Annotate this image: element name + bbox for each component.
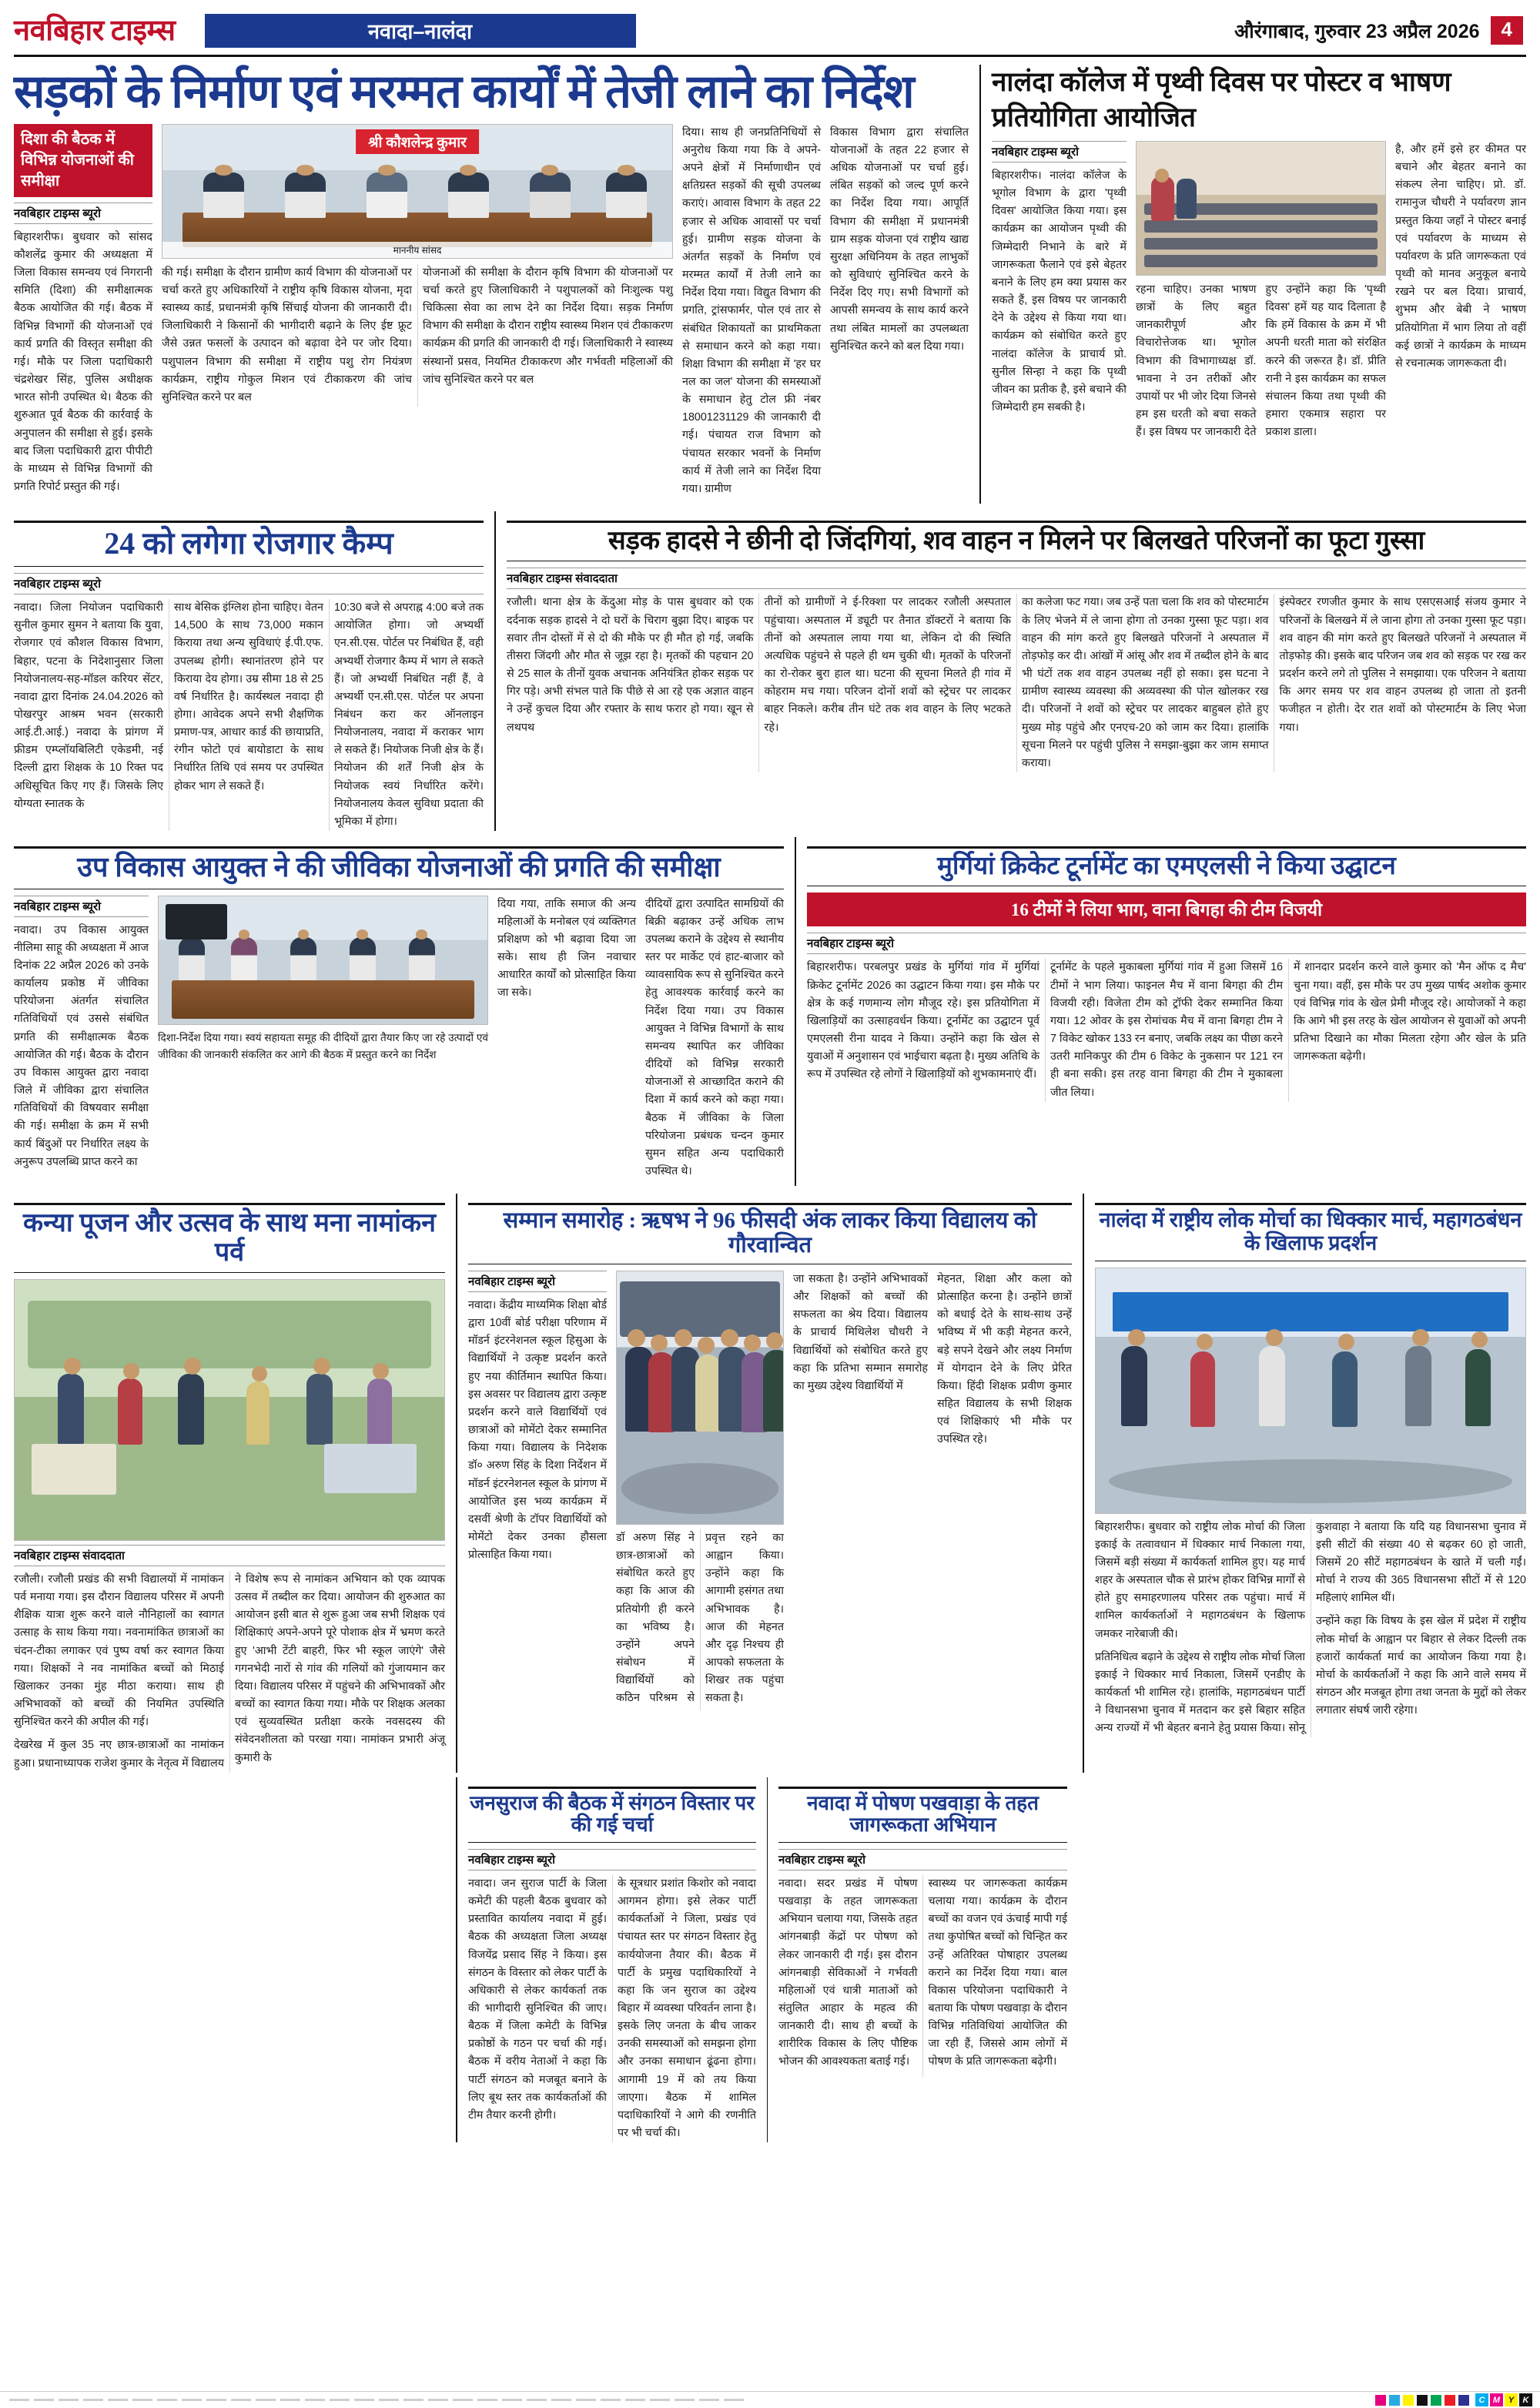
lok-morcha-para-2: प्रतिनिधित्व बढ़ाने के उद्देश्य से राष्ट्रीय लोक मोर्चा जिला इकाई ने धिक्कार मार्च निकाला, जिसमें एनडीए के कार्यकर्ता भी शामिल रहे। हालांकि, महागठबंधन पार्टी ने विधानसभा चुनाव में मतदान कर इसे बिहार सहित अन्य राज्यों में भी बेहतर बनाने हेतु प्रयास किया। सोनू कुशवाहा ने बताया कि यदि यह विधानसभा चुनाव में इसी सीटों की संख्या 40 से बढ़कर 60 हो जाती, जिसमें 20 सीटें महागठबंधन के खाते में चली गईं। मोर्चा ने राज्य की 365 विधानसभा सीटों में से 120 महिलाएं शामिल थीं।	[1095, 1520, 1526, 1735]
rozgar-para-1: नवादा। जिला नियोजन पदाधिकारी सुनील कुमार सुमन ने बताया कि युवा, रोजगार एवं कौशल विकास विभाग, बिहार, पटना के निदेशानुसार जिला नियोजनालय-सह-मॉडल करियर सेंटर, नवादा द्वारा दिनांक 24.04.2026 को पोखरपुर आश्रम भवन (सरकारी आई.टी.आई.) नवादा के प्रांगण में फ्रीडम एम्प्लॉयबिलिटी एकेडमी, नई दिल्ली द्वारा शिक्षक के 10 रिक्त पद अधिसूचित किए गए हैं। जिसके लिए योग्यता स्नातक के	[14, 601, 163, 810]
row-five-right-spacer	[1078, 1777, 1526, 2143]
rozgar-section-header	[14, 521, 484, 567]
sadak-para-1: रजौली। थाना क्षेत्र के केंदुआ मोड़ के पास बुधवार को एक दर्दनाक सड़क हादसे ने दो घरों के चिराग बुझा दिए। बाइक पर सवार तीन दोस्तों में से दो की मौके पर ही मौत हो गई, जबकि तीसरा जिंदगी और मौत से जूझ रहा है। मृतकों की पहचान 20 से 25 साल के तीनों युवक अचानक अनियंत्रित होकर सड़क पर गिर पड़े। अभी संभल पाते कि पीछे से आ रहे एक अज्ञात वाहन ने उन्हें कुचल दिया और रफ्तार के साथ फरार हो गया। खून से लथपथ	[507, 596, 754, 734]
lead-photo	[162, 124, 673, 259]
samman-photo	[616, 1271, 784, 1525]
lead-headline: सड़कों के निर्माण एवं मरम्मत कार्यों में तेजी लाने का निर्देश	[14, 66, 914, 117]
cricket-headline: मुर्गियां क्रिकेट टूर्नामेंट का एमएलसी ने किया उद्घाटन	[937, 852, 1396, 881]
poshan-para-2: स्वास्थ्य पर जागरूकता कार्यक्रम चलाया गया। कार्यक्रम के दौरान बच्चों का वजन एवं ऊंचाई मापी गई तथा कुपोषित बच्चों को चिन्हित कर उन्हें अतिरिक्त पोषाहार उपलब्ध कराने का निर्देश दिया गया। बाल विकास परियोजना पदाधिकारी ने बताया कि पोषण पखवाड़ा के दौरान विभिन्न गतिविधियां आयोजित की जा रही हैं, जिससे आम लोगों में पोषण के प्रति जागरूकता बढ़ेगी।	[928, 1877, 1067, 2068]
sadak-para-3: का कलेजा फट गया। जब उन्हें पता चला कि शव को पोस्टमार्टम के लिए भेजने में ले जाना होगा तो उनका गुस्सा फूट पड़ा। शव वाहन की मांग करते हुए बिलखते परिजनों ने अस्पताल में तोड़फोड़ कर दी। आंखों में आंसू और शव में तब्दील होने के बाद भी घंटों तक शव वाहन उपलब्ध नहीं हो सका। इस घटना ने ग्रामीण स्वास्थ्य व्यवस्था की अव्यवस्था की पोल खोलकर रख दी। परिजनों ने शवों को स्ट्रेचर पर लादकर बाहुबल होते हुए मुख्य मोड़ पहुंचे और एनएच-20 को जाम कर दिया। हालांकि सूचना मिलने पर पहुंची पुलिस ने समझा-बुझा कर जाम समाप्त कराया।	[1022, 596, 1269, 769]
lead-para-1: बिहारशरीफ। बुधवार को सांसद कौशलेंद्र कुमार की अध्यक्षता में जिला विकास समन्वय एवं निगरानी समिति (दिशा) की समीक्षात्मक बैठक आयोजित की गई। बैठक में विभिन्न विभागों की योजनाओं एवं कार्य प्रगति की विस्तृत समीक्षा की गई। मौके पर जिला पदाधिकारी चंद्रशेखर सिंह, पुलिस अधीक्षक भारत सोनी उपस्थित थे। बैठक की शुरुआत पूर्व बैठक की कार्रवाई के अनुपालन की समीक्षा से हुई। इसके बाद जिला पदाधिकारी द्वारा पीपीटी के माध्यम से विभिन्न विभागों की प्रगति रिपोर्ट प्रस्तुत की गई।	[14, 230, 152, 493]
jeevika-headline: उप विकास आयुक्त ने की जीविका योजनाओं की प्रगति की समीक्षा	[77, 852, 721, 883]
cricket-para-1: बिहारशरीफ। परबलपुर प्रखंड के मुर्गियां गांव में मुर्गियां क्रिकेट टूर्नामेंट 2026 का उद्घाटन किया गया। इस मौके पर क्षेत्र के कई गणमान्य लोग मौजूद रहे। इस प्रतियोगिता में खिलाड़ियों का उत्साहवर्धन किया। टूर्नामेंट का उद्घाटन पूर्व एमएलसी रीना यादव ने किया। उन्होंने कहा कि खेल से युवाओं में अनुशासन एवं भाईचारा बढ़ता है। मुख्य अतिथि के रूप में उपस्थित रहे लोगों ने खिलाड़ियों को शुभकामनाएं दीं।	[807, 961, 1040, 1081]
samman-para-4: मेहनत, शिक्षा और कला को प्रोत्साहित करना है। उन्होंने छात्रों को बधाई देते के साथ-साथ उन्हें भविष्य में भी कड़ी मेहनत करने, बड़े सपने देखने और लक्ष्य निर्माण में योगदान देने के लिए प्रेरित किया। हिंदी शिक्षक प्रवीण कुमार सहित विद्यालय के सभी शिक्षक एवं शिक्षिकाएं भी मौके पर उपस्थित रहे।	[937, 1272, 1072, 1446]
lead-para-2: की गई। समीक्षा के दौरान ग्रामीण कार्य विभाग की योजनाओं पर चर्चा करते हुए अधिकारियों ने राष्ट्रीय कृषि विकास योजना, मृदा स्वास्थ्य कार्ड, प्रधानमंत्री कृषि सिंचाई योजना की जानकारी दी। जिलाधिकारी ने किसानों की भागीदारी बढ़ाने के लिए ईष्ट फ्रूट जैसे उन्नत फसलों के उत्पादन को बढ़ावा देने पर जोर दिया। पशुपालन विभाग की समीक्षा में राष्ट्रीय पशु रोग नियंत्रण कार्यक्रम, राष्ट्रीय गोकुल मिशन एवं टीकाकरण की जांच सुनिश्चित करने पर बल	[162, 266, 412, 404]
page-number: 4	[1491, 16, 1523, 45]
kanya-headline: कन्या पूजन और उत्सव के साथ मना नामांकन पर्व	[23, 1209, 436, 1267]
poshan-byline: नवबिहार टाइम्स ब्यूरो	[778, 1849, 1067, 1870]
nalanda-headline: नालंदा कॉलेज में पृथ्वी दिवस पर पोस्टर व भाषण प्रतियोगिता आयोजित	[992, 67, 1451, 132]
cmyk-m: M	[1490, 2393, 1503, 2406]
color-swatches	[1375, 2395, 1475, 2406]
sadak-para-4: इंस्पेक्टर रणजीत कुमार के साथ एसएसआई संजय कुमार ने परिजनों के बिलखने में ले जाना होगा तो उनका गुस्सा फूट पड़ा। शव वाहन की मांग करते हुए बिलखते परिजनों ने अस्पताल में तोड़फोड़ की। इसके बाद परिजन जब शव को सड़क पर रख कर प्रदर्शन करने लगे तो पुलिस ने समझाया। एक परिजन ने बताया कि अगर समय पर शव वाहन उपलब्ध हो जाता तो इतनी फजीहत न होती। देर रात शवों को पोस्टमार्टम के लिए भेजा गया।	[1279, 596, 1526, 734]
kanya-section-header	[14, 1203, 445, 1273]
jeevika-section-header	[14, 846, 784, 889]
sadak-byline: नवबिहार टाइम्स संवाददाता	[507, 568, 1526, 589]
lead-photo-banner: श्री कौशलेन्द्र कुमार	[356, 129, 479, 154]
jeevika-para-2: दिया गया, ताकि समाज की अन्य महिलाओं के मनोबल एवं व्यक्तिगत प्रशिक्षण को भी बढ़ावा दिया जा सके। साथ ही जिन नवाचार आधारित कार्यों को प्रोत्साहित किया जा सके।	[497, 897, 636, 1000]
row-five	[14, 1777, 1526, 2143]
samman-story	[456, 1194, 1072, 1773]
jeevika-photo-caption: दिशा-निर्देश दिया गया। स्वयं सहायता समूह की दीदियों द्वारा तैयार किए जा रहे उत्पादों एवं जीविका की जानकारी संकलित कर आगे की बैठक में प्रस्तुत करने का निर्देश	[158, 1031, 488, 1060]
cricket-para-2: टूर्नामेंट के पहले मुकाबला मुर्गियां गांव में हुआ जिसमें 16 टीमों ने भाग लिया। फाइनल मैच में वाना बिगहा की टीम विजयी रही। विजेता टीम को ट्रॉफी देकर सम्मानित किया गया। 12 ओवर के इस रोमांचक मैच में वाना बिगहा टीम ने 7 विकेट खोकर 133 रन बनाए, जबकि लक्ष्य का पीछा करने उतरी मानिकपुर की टीम 6 विकेट के नुकसान पर 121 रन ही बना सकी। इस तरह वाना बिगहा की टीम ने मुकाबला जीत लिया।	[1050, 961, 1283, 1099]
nalanda-para-2: रहना चाहिए। उनका भाषण छात्रों के लिए बहुत जानकारीपूर्ण और विचारोत्तेजक था। भूगोल विभाग की विभागाध्यक्ष डॉ. भावना ने उन तरीकों और उपायों पर भी जोर दिया जिनसे हम इस धरती को बचा सकते हैं। इस विषय पर जानकारी देते हुए उन्होंने कहा कि 'पृथ्वी दिवस' हमें यह याद दिलाता है कि हमें विकास के क्रम में भी अपनी धरती माता को संरक्षित करने की जरूरत है। डॉ. प्रीति रानी ने इस कार्यक्रम का सफल संचालन किया तथा पृथ्वी की हमारा एकमात्र सहारा पर प्रकाश डाला।	[1136, 283, 1386, 439]
row-four	[14, 1194, 1526, 1773]
jansuraj-para-1: नवादा। जन सुराज पार्टी के जिला कमेटी की पहली बैठक बुधवार को प्रस्तावित कार्यालय नवादा में हुई। बैठक की अध्यक्षता जिला अध्यक्ष विजयेंद्र प्रसाद सिंह ने किया। इस संगठन के विस्तार को लेकर पार्टी के अधिकारी से लेकर कार्यकर्ता तक की भागीदारी सुनिश्चित की जाए। बैठक में जिला कमेटी के विभिन्न प्रकोष्ठों के गठन पर चर्चा की गई। बैठक में वरीय नेताओं ने कहा कि पार्टी संगठन को मजबूत बनाने के लिए बूथ स्तर तक कार्यकर्ताओं की टीम तैयार करनी होगी।	[468, 1877, 607, 2122]
jeevika-byline: नवबिहार टाइम्स ब्यूरो	[14, 896, 149, 917]
jeevika-para-3: दीदियों द्वारा उत्पादित सामग्रियों की बिक्री बढ़ाकर उन्हें अधिक लाभ उपलब्ध कराने के उद्देश्य से स्थानीय स्तर पर मार्केट एवं हाट-बाजार को व्यावसायिक रूप से सुनिश्चित करने हेतु आवश्यक कार्रवाई करने का निर्देश दिया गया। उप विकास आयुक्त ने विभिन्न विभागों के साथ समन्वय स्थापित कर जीविका दीदियों को विभिन्न सरकारी योजनाओं से आच्छादित कराने की दिशा में कार्य करने को कहा गया। बैठक में जीविका के जिला परियोजना प्रबंधक चन्दन कुमार सुमन सहित अन्य पदाधिकारी उपस्थित थे।	[645, 897, 784, 1178]
masthead-right	[636, 11, 1526, 50]
cricket-para-3: में शानदार प्रदर्शन करने वाले कुमार को 'मैन ऑफ द मैच' चुना गया। वहीं, इस मौके पर उप मुख्य पार्षद अशोक कुमार एवं विभिन्न गांव के खेल प्रेमी मौजूद रहे। आयोजकों ने कहा कि आगे भी इस तरह के खेल आयोजन से युवाओं को अपनी प्रतिभा दिखाने का मौका मिलता रहेगा और खेल के प्रति जागरूकता बढ़ेगी।	[1294, 961, 1526, 1063]
nalanda-para-1: बिहारशरीफ। नालंदा कॉलेज के भूगोल विभाग के द्वारा 'पृथ्वी दिवस' आयोजित किया गया। इस कार्यक्रम का आयोजन पृथ्वी की जिम्मेदारी निभाने के बारे में जागरूकता फैलाने एवं इसे बेहतर बनाने के लिए हम क्या प्रयास कर सकते हैं, इस विषय पर जानकारी देने के उद्देश्य से किया गया था। कार्यक्रम को संबोधित करते हुए नालंदा कॉलेज के प्राचार्य प्रो. सुनील सिन्हा ने कहा कि पृथ्वी जीवन का प्रतीक है, इसे बचाने की जिम्मेदारी हम सबकी है।	[992, 169, 1127, 414]
rozgar-story	[14, 511, 484, 831]
rozgar-para-3: 10:30 बजे से अपराह्न 4:00 बजे तक आयोजित होगा। जो अभ्यर्थी एन.सी.एस. पोर्टल पर निबंधित हैं, वही अभ्यर्थी रोजगार कैम्प में भाग ले सकते हैं। जो अभ्यर्थी निबंधित नहीं हैं, वे अभ्यर्थी एन.सी.एस. पोर्टल पर अपना निबंधन करा कर ऑनलाइन नियोजनालय, नवादा में कराकर भाग ले सकते हैं। नियोजक निजी क्षेत्र के हैं। नियोजन की शर्तें निजी क्षेत्र के नियोजक स्वयं निर्धारित करेंगे। नियोजनालय केवल सुविधा प्रदाता की भूमिका में होगा।	[334, 601, 484, 828]
lok-morcha-para-3: उन्होंने कहा कि विषय के इस खेल में प्रदेश में राष्ट्रीय लोक मोर्चा के आह्वान पर बिहार से लेकर दिल्ली तक हजारों कार्यकर्ता मार्च का आयोजन किया गया है। मोर्चा के कार्यकर्ताओं ने कहा कि आने वाले समय में संगठन और मजबूत होगा तथा जनता के मुद्दों को लेकर लगातार संघर्ष जारी रहेगा।	[1316, 1615, 1526, 1717]
jeevika-story	[14, 837, 784, 1186]
rozgar-byline: नवबिहार टाइम्स ब्यूरो	[14, 573, 484, 594]
samman-headline: सम्मान समारोह : ऋषभ ने 96 फीसदी अंक लाकर किया विद्यालय को गौरवान्वित	[503, 1208, 1037, 1258]
row-five-spacer	[14, 1777, 445, 2143]
rozgar-para-2: साथ बेसिक इंग्लिश होना चाहिए। वेतन 14,500 के साथ 73,000 मकान किराया तथा अन्य सुविधाएं ई.पी.एफ. उपलब्ध होगी। स्थानांतरण होने पर किराया देय होगा। उम्र सीमा 18 से 25 वर्ष निर्धारित है। कार्यस्थल नवादा ही होगा। आवेदक अपने सभी शैक्षणिक प्रमाण-पत्र, आधार कार्ड की छायाप्रति, रंगीन फोटो एवं बायोडाटा के साथ निर्धारित तिथि एवं समय पर उपस्थित होकर भाग ले सकते हैं।	[174, 601, 323, 792]
samman-para-3: जा सकता है। उन्होंने अभिभावकों और शिक्षकों को बच्चों की सफलता का श्रेय दिया। विद्यालय के प्राचार्य मिथिलेश चौधरी ने विद्यार्थियों को संबोधित करते हुए कहा कि प्रतिभा सम्मान समारोह का मुख्य उद्देश्य विद्यार्थियों में	[793, 1272, 928, 1392]
masthead-logo-text: नवबिहार टाइम्स	[14, 14, 176, 47]
lead-byline: नवबिहार टाइम्स ब्यूरो	[14, 203, 152, 224]
jansuraj-byline: नवबिहार टाइम्स ब्यूरो	[468, 1849, 756, 1870]
poshan-section-header	[778, 1787, 1067, 1843]
jansuraj-para-2: के सूत्रधार प्रशांत किशोर को नवादा आगमन होगा। इसे लेकर पार्टी कार्यकर्ताओं ने जिला, प्रखंड एवं पंचायत स्तर पर संगठन विस्तार हेतु कार्ययोजना तैयार की। बैठक में पार्टी के प्रमुख पदाधिकारियों ने कहा कि जन सुराज का उद्देश्य बिहार में व्यवस्था परिवर्तन लाना है। इसके लिए जनता के बीच जाकर उनकी समस्याओं को समझना होगा और उनका समाधान ढूंढना होगा। आगामी 19 में को तय किया जाएगा। बैठक में शामिल पदाधिकारियों ने आगे की रणनीति पर भी चर्चा की।	[618, 1877, 756, 2140]
row-two	[14, 511, 1526, 831]
cmyk-y: Y	[1505, 2393, 1518, 2406]
poshan-story	[767, 1777, 1067, 2143]
rozgar-headline: 24 को लगेगा रोजगार कैम्प	[104, 526, 393, 561]
lok-morcha-para-1: बिहारशरीफ। बुधवार को राष्ट्रीय लोक मोर्चा की जिला इकाई के तत्वावधान में धिक्कार मार्च निकाला गया, जिसमें बड़ी संख्या में कार्यकर्ता शामिल हुए। यह मार्च शहर के अस्पताल चौक से प्रारंभ होकर विभिन्न मार्गों से होते हुए समाहरणालय परिसर तक पहुंचा। मार्च में शामिल कार्यकर्ताओं ने महागठबंधन के खिलाफ जमकर नारेबाजी की।	[1095, 1520, 1305, 1640]
lead-para-4: दिया। साथ ही जनप्रतिनिधियों से अनुरोध किया गया कि वे अपने-अपने क्षेत्रों में निर्माणाधीन एवं क्षतिग्रस्त सड़कों की सूची उपलब्ध कराएं। आवास विभाग के तहत 22 हजार से अधिक आवासों पर चर्चा हुई। ग्रामीण सड़क योजना के अंतर्गत सड़कों के निर्माण एवं मरम्मत कार्यों में तेजी लाने का निर्देश दिया गया। विद्युत विभाग की प्रगति, ट्रांसफार्मर, पोल एवं तार से संबंधित शिकायतों का प्राथमिकता से समाधान करने को कहा गया। शिक्षा विभाग की समीक्षा में 'हर घर नल का जल' योजना की समस्याओं के समाधान हेतु टोल फ्री नंबर 18001231129 की जानकारी दी गई। पंचायत राज विभाग को पंचायत सरकार भवनों के निर्माण कार्य में तेजी लाने का निर्देश दिया गया। ग्रामीण	[682, 126, 821, 495]
cricket-subbar: 16 टीमों ने लिया भाग, वाना बिगहा की टीम विजयी	[807, 893, 1526, 926]
cmyk-marks	[1475, 2393, 1540, 2406]
cricket-byline: नवबिहार टाइम्स ब्यूरो	[807, 933, 1526, 954]
lead-para-3: योजनाओं की समीक्षा के दौरान कृषि विभाग की योजनाओं पर चर्चा करते हुए जिलाधिकारी ने पशुपालकों को निःशुल्क पशु चिकित्सा सेवा का लाभ देने का निर्देश दिया। सड़क निर्माण विभाग की समीक्षा के दौरान राष्ट्रीय स्वास्थ्य मिशन एवं टीकाकरण कार्यक्रम की प्रगति की जानकारी दी गई। जिलाधिकारी ने स्वास्थ्य संस्थानों प्रसव, नियमित टीकाकरण और गर्भवती महिलाओं की जांच सुनिश्चित करने पर बल	[423, 266, 673, 386]
nalanda-byline: नवबिहार टाइम्स ब्यूरो	[992, 141, 1127, 162]
samman-para-2: डॉ अरुण सिंह ने छात्र-छात्राओं को संबोधित करते हुए कहा कि आज की प्रतियोगी ही करने का भविष्य है। उन्होंने अपने संबोधन में विद्यार्थियों को कठिन परिश्रम से प्रवृत्त रहने का आह्वान किया। उन्होंने कहा कि आगामी हसंगत तथा अभिभावक है। आज की मेहनत और दृढ़ निश्चय ही आपको सफलता के शिखर तक पहुंचा सकता है।	[616, 1531, 784, 1705]
jeevika-para-1: नवादा। उप विकास आयुक्त नीलिमा साहू की अध्यक्षता में आज दिनांक 22 अप्रैल 2026 को उनके कार्यालय प्रकोष्ठ में जीविका परियोजना अंतर्गत संचालित गतिविधियों एवं उससे संबंधित प्रगति की समीक्षात्मक बैठक आयोजित की गई। बैठक के दौरान उप विकास आयुक्त द्वारा नवादा जिले में जीविका द्वारा संचालित गतिविधियों की विषयवार समीक्षा की गई। समीक्षा के क्रम में सभी कार्य बिंदुओं पर निर्धारित लक्ष्य के अनुरूप उपलब्धि प्राप्त करने का	[14, 923, 149, 1168]
poshan-para-1: नवादा। सदर प्रखंड में पोषण पखवाड़ा के तहत जागरूकता अभियान चलाया गया, जिसके तहत आंगनबाड़ी केंद्रों पर पोषण को लेकर जानकारी दी गई। इस दौरान आंगनबाड़ी सेविकाओं ने गर्भवती महिलाओं एवं धात्री माताओं को संतुलित आहार के महत्व की जानकारी दी। साथ ही बच्चों के शारीरिक विकास के लिए पौष्टिक भोजन की आवश्यकता बताई गई।	[778, 1877, 918, 2068]
edition-badge: नवादा–नालंदा	[205, 14, 636, 48]
jansuraj-story	[456, 1777, 756, 2143]
lead-story	[14, 65, 969, 504]
jansuraj-headline: जनसुराज की बैठक में संगठन विस्तार पर की गई चर्चा	[470, 1791, 755, 1837]
jansuraj-section-header	[468, 1787, 756, 1843]
lok-morcha-photo	[1095, 1268, 1526, 1514]
masthead-logo	[14, 11, 189, 50]
sadak-headline: सड़क हादसे ने छीनी दो जिंदगियां, शव वाहन न मिलने पर बिलखते परिजनों का फूटा गुस्सा	[608, 527, 1425, 556]
poshan-headline: नवादा में पोषण पखवाड़ा के तहत जागरूकता अभियान	[807, 1791, 1039, 1837]
lead-photo-caption: माननीय सांसद	[162, 242, 672, 258]
lead-para-5: विकास विभाग द्वारा संचालित योजनाओं के तहत 22 हजार से अधिक योजनाओं पर चर्चा हुई। लंबित सड़कों को जल्द पूर्ण करने का निर्देश दिया गया। आपूर्ति विभाग की समीक्षा में प्रधानमंत्री ग्राम सड़क योजना एवं राष्ट्रीय खाद्य सुरक्षा अधिनियम के तहत लाभुकों को सुविधाएं सुनिश्चित करने के निर्देश दिए गए। सभी विभागों को आपसी समन्वय के साथ कार्य करने तथा लंबित मामलों का उपलब्धता सुनिश्चित करने को बल दिया गया।	[830, 126, 969, 353]
kanya-byline: नवबिहार टाइम्स संवाददाता	[14, 1545, 445, 1566]
samman-para-1: नवादा। केंद्रीय माध्यमिक शिक्षा बोर्ड द्वारा 10वीं बोर्ड परीक्षा परिणाम में मॉडर्न इंटरनेशनल स्कूल हिसुआ के विद्यार्थियों ने उत्कृष्ट प्रदर्शन करते हुए नया कीर्तिमान स्थापित किया। इस अवसर पर विद्यालय द्वारा उत्कृष्ट प्रदर्शन करने वाले विद्यार्थियों एवं छात्राओं को मोमेंटो देकर सम्मानित किया गया। विद्यालय के निदेशक डॉ० अरुण सिंह के दिशा निर्देशन में मॉडर्न इंटरनेशनल स्कूल के प्रांगण में आयोजित इस भव्य कार्यक्रम में दसवीं श्रेणी के टॉपर विद्यार्थियों को मोमेंटो देकर उनका हौसला प्रोत्साहित किया गया।	[468, 1298, 607, 1562]
samman-byline: नवबिहार टाइम्स ब्यूरो	[468, 1271, 607, 1292]
kanya-photo	[14, 1279, 445, 1541]
jeevika-photo	[158, 896, 488, 1025]
cmyk-c: C	[1475, 2393, 1488, 2406]
kanya-story	[14, 1194, 445, 1773]
registration-dashes	[0, 2399, 1375, 2401]
cricket-story	[795, 837, 1526, 1186]
nalanda-photo	[1136, 141, 1386, 276]
sadak-section-header	[507, 521, 1526, 561]
nalanda-college-story	[979, 65, 1526, 504]
kanya-para-2: देखरेख में कुल 35 नए छात्र-छात्राओं का नामांकन हुआ। प्रधानाध्यापक राजेश कुमार के नेतृत्व में विद्यालय ने विशेष रूप से नामांकन अभियान को एक व्यापक उत्सव में तब्दील कर दिया। आयोजन की शुरुआत का आयोजन इसी बात से शुरू हुआ जब सभी शिक्षक एवं शिक्षिकाएं अपने-अपने पूरे पोशाक क्षेत्र में भ्रमण करते हुए 'आभी टेंटी बाहरी, फिर भी स्कूल जाएंगे' जैसे गगनभेदी नारों से गांव की गलियों को गुंजायमान कर दिया। विद्यालय परिसर में पहुंचने की अभिभावकों और बच्चों का स्वागत किया गया। मौके पर शिक्षक अलका एवं सुव्यवस्थित प्रतीक्षा करके नवसदस्य की संवेदनशीलता को परखा गया। नामांकन प्रभारी अंजू कुमारी के	[14, 1572, 445, 1770]
lok-morcha-story	[1083, 1194, 1526, 1773]
lok-morcha-section-header	[1095, 1203, 1526, 1261]
print-registration-strip	[0, 2391, 1540, 2408]
masthead	[14, 11, 1526, 57]
nalanda-para-3: है, और हमें इसे हर कीमत पर बचाने और बेहतर बनाने का संकल्प लेना चाहिए। प्रो. डॉ. रामानुज चौधरी ने पर्यावरण ज्ञान प्रस्तुत किया जहाँ ने पोस्टर बनाई एवं पर्यावरण के माध्यम से पर्यावरण के प्रति जागरूकता एवं पृथ्वी को मानव अनुकूल बनाये रखने पर बल दिया। प्राचार्य, शुभम और बेबी ने भाषण प्रतियोगिता में भाग लिया तो वहीं कई छात्रों ने कार्यक्रम के माध्यम से रचनात्मक जागरूकता दी।	[1395, 143, 1526, 370]
cricket-section-header	[807, 846, 1526, 886]
samman-section-header	[468, 1203, 1072, 1264]
sadak-para-2: तीनों को ग्रामीणों ने ई-रिक्शा पर लादकर रजौली अस्पताल पहुंचाया। अस्पताल में ड्यूटी पर तैनात डॉक्टरों ने बताया कि तीनों को अस्पताल लाया गया था, लेकिन दो की स्थिति अत्यधिक पहुंचने से पहले ही थम चुकी थी। मृतकों के परिजनों का रो-रोकर बुरा हाल था। घटना की सूचना मिलते ही गांव में कोहराम मच गया। परिजन दोनों शवों को स्ट्रेचर पर लादकर बाहर निकले। करीब तीन घंटे तक शव वाहन के लिए भटकते रहे।	[764, 596, 1011, 734]
lok-morcha-headline: नालंदा में राष्ट्रीय लोक मोर्चा का धिक्कार मार्च, महागठबंधन के खिलाफ प्रदर्शन	[1099, 1208, 1522, 1254]
cmyk-k: K	[1519, 2393, 1532, 2406]
lead-kicker: दिशा की बैठक में विभिन्न योजनाओं की समीक्षा	[14, 124, 152, 197]
dateline: औरंगाबाद, गुरुवार 23 अप्रैल 2026	[1234, 20, 1480, 42]
sadak-hadsa-story	[494, 511, 1526, 831]
kanya-para-1: रजौली। रजौली प्रखंड की सभी विद्यालयों में नामांकन पर्व मनाया गया। इस दौरान विद्यालय परिसर में अपनी शैक्षिक यात्रा शुरू करने वाले नौनिहालों का स्वागत उत्साह के साथ किया गया। नवनामांकित छात्राओं का चंदन-टीका लगाकर एवं पुष्प वर्षा कर स्वागत किया गया। शिक्षकों ने नव नामांकित बच्चों को मिठाई खिलाकर उनका मुंह मीठा कराया। साथ ही अभिभावकों को बच्चों की नियमित उपस्थिति सुनिश्चित करने की अपील की गई।	[14, 1572, 224, 1729]
lead-row	[14, 65, 1526, 504]
row-three	[14, 837, 1526, 1186]
